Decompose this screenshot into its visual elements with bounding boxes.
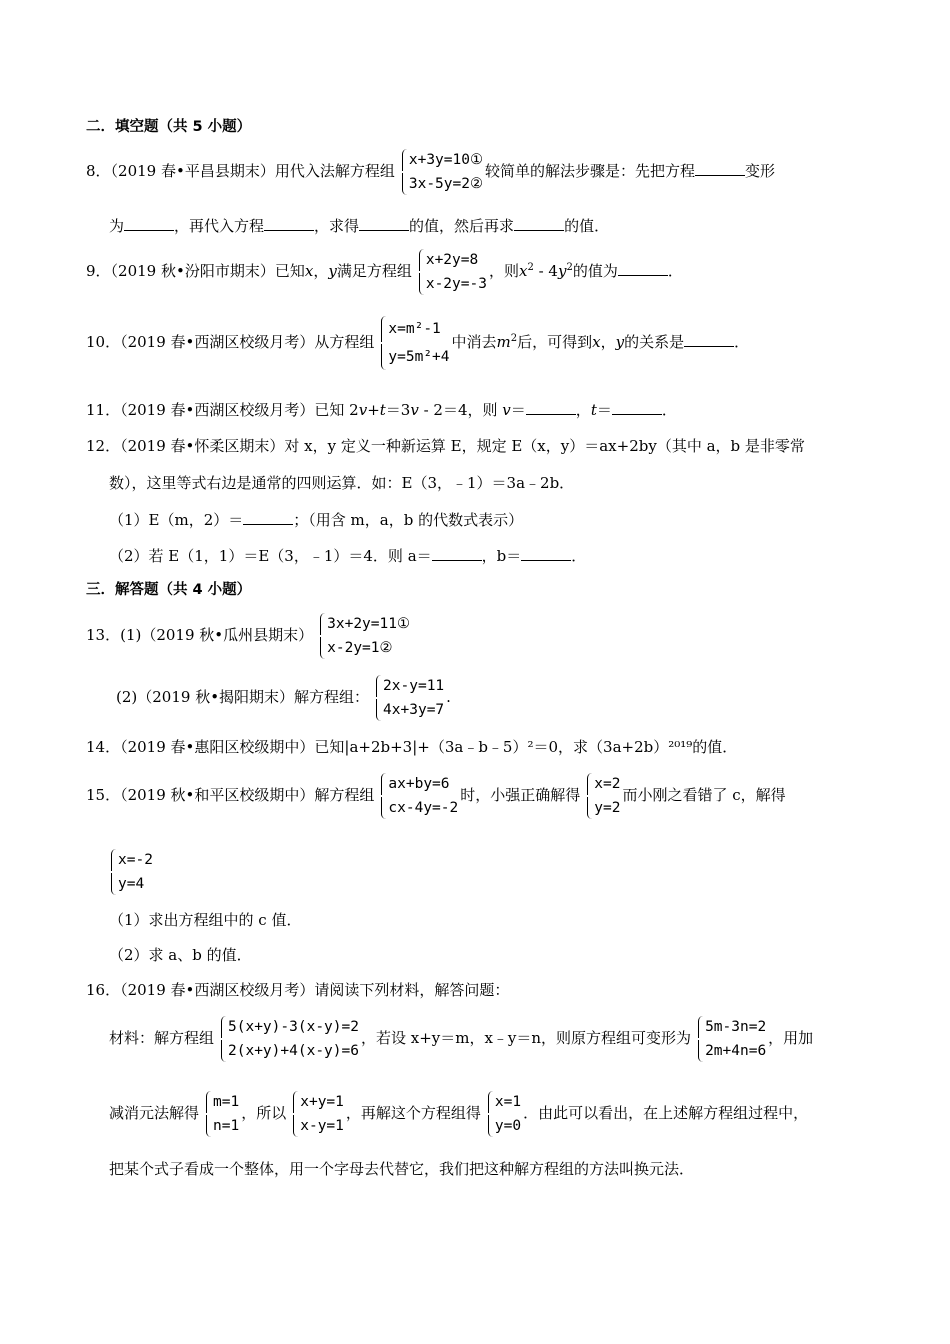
question-15-wrong-solution xyxy=(104,848,155,896)
answer-blank[interactable] xyxy=(514,216,564,231)
section-2-title: 二．填空题（共 5 小题） xyxy=(86,119,252,135)
question-15: 15．（2019 秋•和平区校级期中）解方程组 ax+by=6 cx-4y=-2 时，小强正确解得 x=2 y=2 而小刚之看错了 c，解得 xyxy=(86,772,786,820)
question-15-part1: （1）求出方程组中的 c 值． xyxy=(109,911,302,929)
answer-blank[interactable] xyxy=(264,216,314,231)
answer-blank[interactable] xyxy=(432,546,482,561)
question-16-material: 材料：解方程组 5(x+y)-3(x-y)=2 2(x+y)+4(x-y)=6 ，若设 x+y＝m，x﹣y＝n，则原方程组可变形为 5m-3n=2 2m+4n=6 ，用加 xyxy=(109,1015,813,1063)
question-13: 13．(1)（2019 秋•瓜州县期末） 3x+2y=11① x-2y=1② xyxy=(86,612,412,660)
answer-blank[interactable] xyxy=(684,332,734,347)
equation-system: x+2y=8 x-2y=-3 xyxy=(414,248,487,296)
equation-system: x+y=1 x-y=1 xyxy=(288,1090,344,1138)
question-16-solve: 减消元法解得 m=1 n=1 ，所以 x+y=1 x-y=1 ，再解这个方程组得 x=1 y=0 ．由此可以看出，在上述解方程组过程中， xyxy=(109,1090,808,1138)
answer-blank[interactable] xyxy=(695,161,745,176)
question-14: 14．（2019 春•惠阳区校级期中）已知|a+2b+3|+（3a﹣b﹣5）²＝0，求（3a+2b）²⁰¹⁹的值． xyxy=(86,738,738,756)
equation-system: 5m-3n=2 2m+4n=6 xyxy=(693,1015,766,1063)
equation-system: x=m²-1 y=5m²+4 xyxy=(376,315,449,371)
equation-system: 3x+2y=11① x-2y=1② xyxy=(315,612,410,660)
solution-system: x=2 y=2 xyxy=(582,772,620,820)
question-16: 16．（2019 春•西湖区校级月考）请阅读下列材料，解答问题： xyxy=(86,981,510,999)
answer-blank[interactable] xyxy=(521,546,571,561)
question-15-part2: （2）求 a、b 的值． xyxy=(109,946,252,964)
question-12-cont: 数），这里等式右边是通常的四则运算．如：E（3，﹣1）＝3a﹣2b． xyxy=(109,474,575,492)
equation-system: m=1 n=1 xyxy=(201,1090,239,1138)
answer-blank[interactable] xyxy=(124,216,174,231)
equation-system: 2x-y=11 4x+3y=7 xyxy=(371,674,444,722)
equation-system: ax+by=6 cx-4y=-2 xyxy=(376,772,458,820)
equation-system: x=1 y=0 xyxy=(483,1090,521,1138)
equation-system: 5(x+y)-3(x-y)=2 2(x+y)+4(x-y)=6 xyxy=(216,1015,359,1063)
question-12: 12．（2019 春•怀柔区期末）对 x，y 定义一种新运算 E，规定 E（x，y）＝ax+2by（其中 a，b 是非零常 xyxy=(86,437,805,455)
question-13-part2: (2)（2019 秋•揭阳期末）解方程组： 2x-y=11 4x+3y=7 . xyxy=(116,674,451,722)
question-16-conclusion: 把某个式子看成一个整体，用一个字母去代替它，我们把这种解方程组的方法叫换元法． xyxy=(109,1160,695,1178)
question-12-part1: （1）E（m，2）＝ ；（用含 m，a，b 的代数式表示） xyxy=(109,511,524,529)
solution-system: x=-2 y=4 xyxy=(106,848,153,896)
question-8: 8．（2019 春•平昌县期末）用代入法解方程组 x+3y=10① 3x-5y=2② 较简单的解法步骤是：先把方程 变形 xyxy=(86,148,775,196)
question-8-cont: 为 ，再代入方程 ，求得 的值，然后再求 的值． xyxy=(109,217,610,235)
question-11: 11．（2019 春•西湖区校级月考）已知 2v+t＝3v - 2＝4，则 v＝ ，t＝ ． xyxy=(86,401,677,419)
question-10: 10．（2019 春•西湖区校级月考）从方程组 x=m²-1 y=5m²+4 中消去$m^2$后，可得到x，y的关系是 ． xyxy=(86,315,749,371)
question-9: 9．（2019 秋•汾阳市期末）已知x，y满足方程组 x+2y=8 x-2y=-3 ，则$x^2 - 4y^2$的值为 ． xyxy=(86,248,683,296)
answer-blank[interactable] xyxy=(359,216,409,231)
answer-blank[interactable] xyxy=(618,261,668,276)
answer-blank[interactable] xyxy=(243,510,293,525)
answer-blank[interactable] xyxy=(612,400,662,415)
answer-blank[interactable] xyxy=(526,400,576,415)
question-12-part2: （2）若 E（1，1）＝E（3，﹣1）＝4．则 a＝ ，b＝ ． xyxy=(109,547,587,565)
equation-system: x+3y=10① 3x-5y=2② xyxy=(397,148,483,196)
section-3-title: 三．解答题（共 4 小题） xyxy=(86,582,252,598)
